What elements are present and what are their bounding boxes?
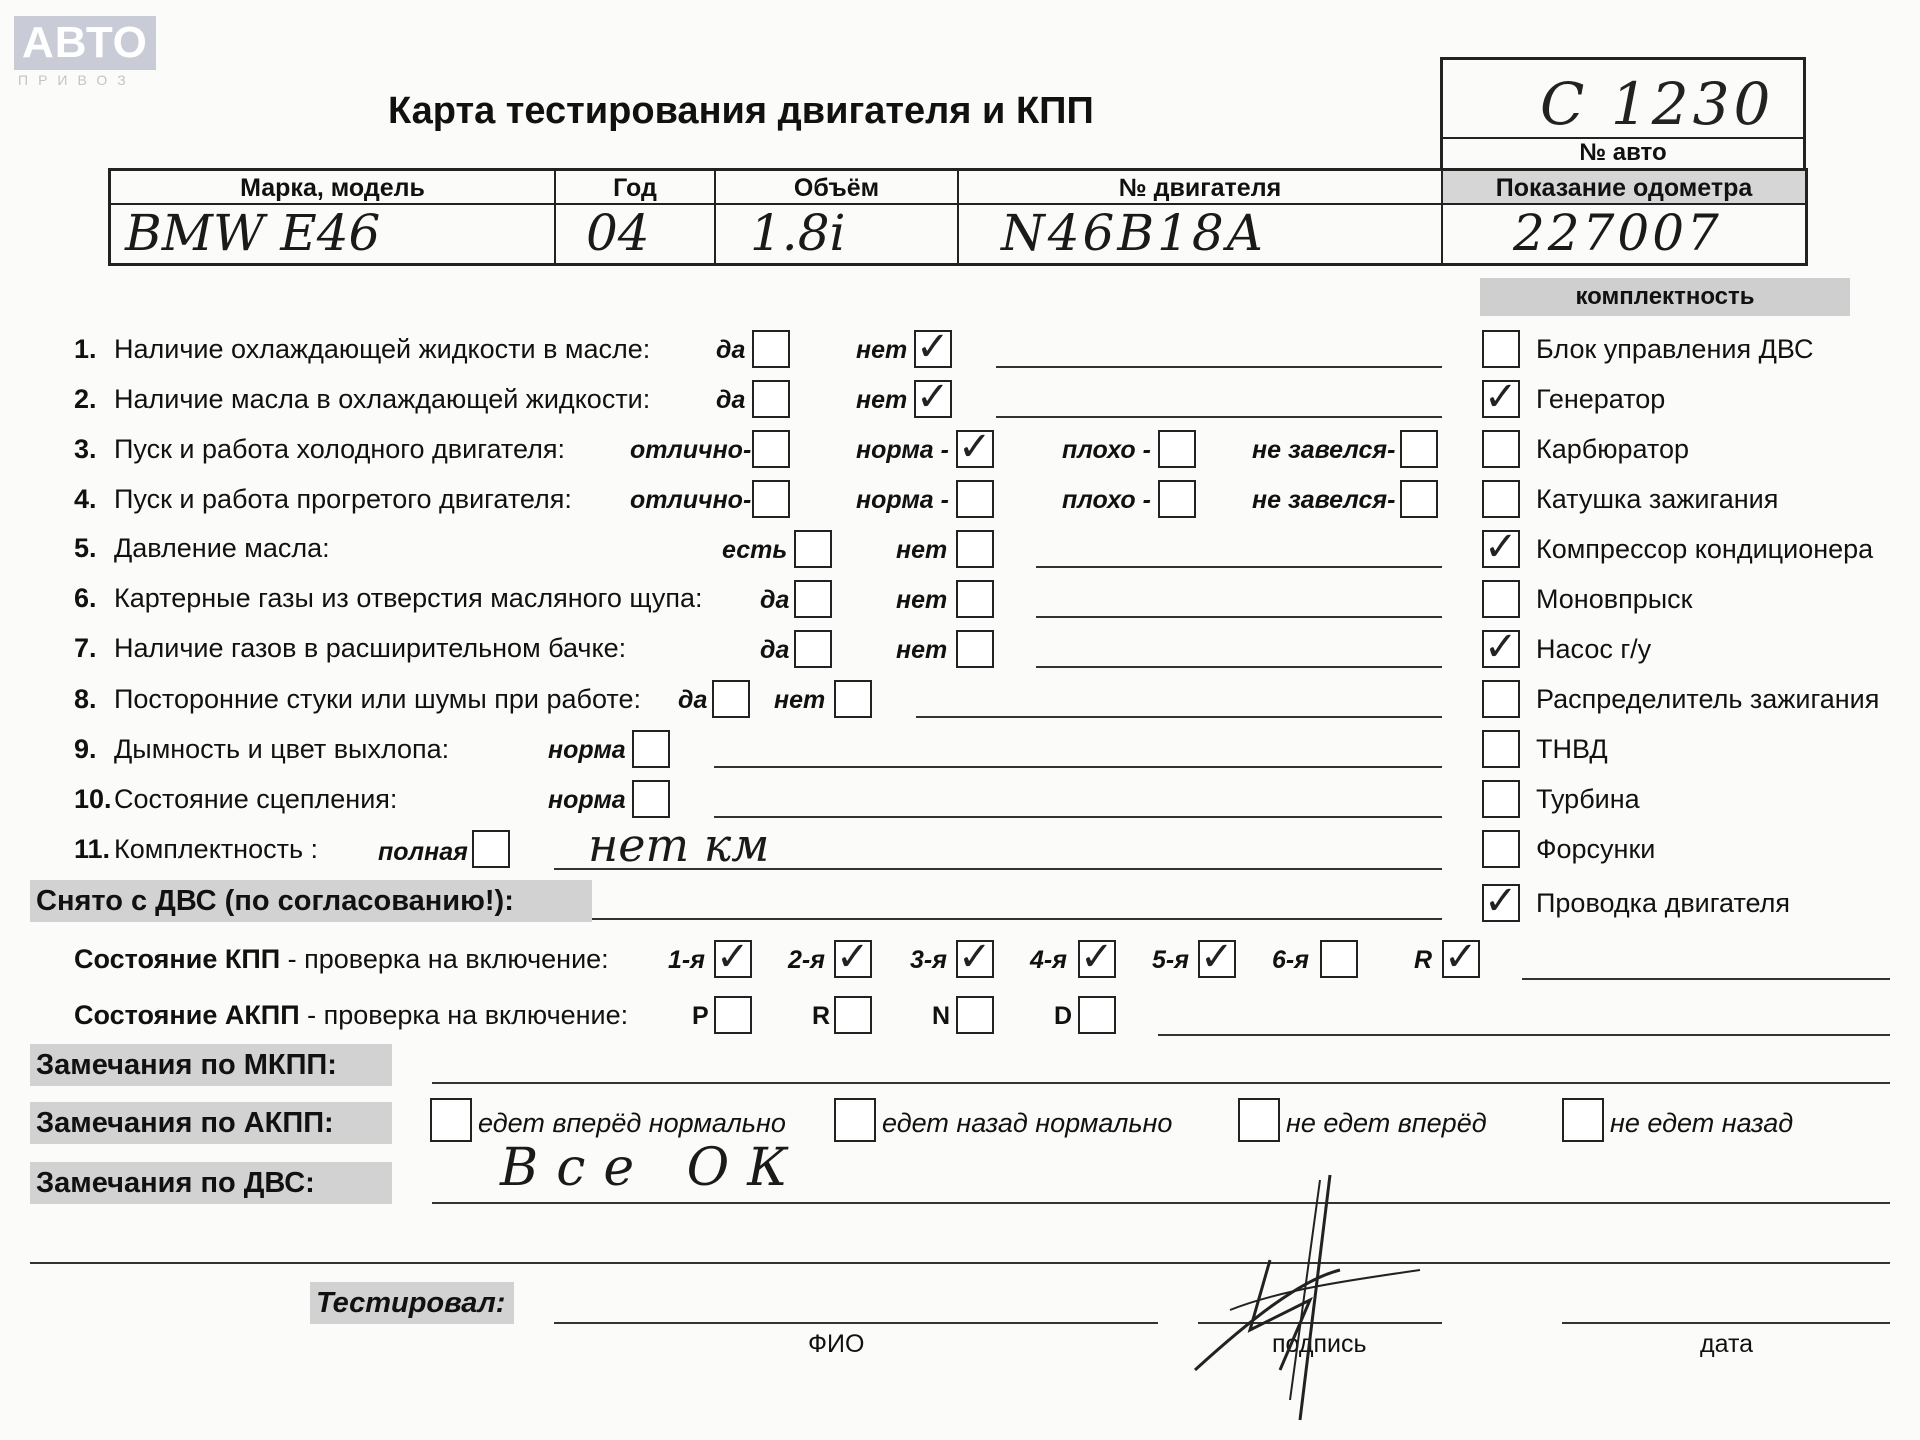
- komplekt-checkbox[interactable]: [1482, 878, 1520, 924]
- q11-handwritten-note: нет км: [588, 818, 770, 872]
- komplekt-checkbox[interactable]: [1482, 680, 1520, 718]
- komplekt-item: [1480, 330, 1900, 380]
- q3-opt-normal-label: норма -: [856, 436, 949, 464]
- akpp-no-forward-label: не едет вперёд: [1286, 1108, 1487, 1138]
- question-9: 9. Дымность и цвет выхлопа:: [74, 734, 450, 764]
- komplekt-item: [1480, 524, 1900, 580]
- q7-remark-line[interactable]: [1036, 666, 1442, 668]
- q6-opt-yes-label: да: [760, 586, 790, 614]
- make-label: Марка, модель: [111, 171, 556, 203]
- komplekt-checkbox[interactable]: [1482, 374, 1520, 420]
- odometer-value: 227007: [1513, 204, 1722, 262]
- check-mark-icon: ✓: [958, 934, 992, 980]
- remarks-dvs-handwritten: Все ОК: [500, 1138, 806, 1198]
- q3-opt-normal-checkbox[interactable]: [956, 424, 994, 470]
- question-11: 11. Комплектность :: [74, 834, 319, 864]
- q4-opt-excellent-label: отлично-: [630, 486, 752, 514]
- komplekt-list: [1480, 330, 1900, 932]
- date-line[interactable]: [1562, 1322, 1890, 1324]
- q4-opt-bad-label: плохо -: [1062, 486, 1151, 514]
- akpp-r-checkbox[interactable]: [834, 996, 872, 1034]
- q8-opt-no-checkbox[interactable]: [834, 680, 872, 718]
- gear-3-label: 3-я: [910, 946, 947, 974]
- komplekt-label: Карбюратор: [1536, 434, 1690, 464]
- check-mark-icon: ✓: [1080, 934, 1114, 980]
- q2-remark-line[interactable]: [996, 416, 1442, 418]
- check-mark-icon: ✓: [1484, 524, 1518, 570]
- komplekt-label: Генератор: [1536, 384, 1666, 414]
- akpp-remark-line[interactable]: [1158, 1034, 1890, 1036]
- q7-opt-yes-label: да: [760, 636, 790, 664]
- q6-opt-yes-checkbox[interactable]: [794, 580, 832, 618]
- check-mark-icon: ✓: [916, 324, 950, 370]
- q5-opt-yes-checkbox[interactable]: [794, 530, 832, 568]
- remarks-mkpp-label: Замечания по МКПП:: [30, 1044, 392, 1086]
- year-label: Год: [556, 171, 716, 203]
- komplekt-item: [1480, 580, 1900, 630]
- akpp-backward-ok-label: едет назад нормально: [882, 1108, 1173, 1138]
- page-title: Карта тестирования двигателя и КПП: [388, 90, 1094, 132]
- check-mark-icon: ✓: [958, 424, 992, 470]
- q11-remark-line[interactable]: [554, 868, 1442, 870]
- question-1: 1. Наличие охлаждающей жидкости в масле:: [74, 334, 651, 364]
- remarks-mkpp-line[interactable]: [432, 1082, 1890, 1084]
- car-number-label: № авто: [1440, 137, 1806, 167]
- q6-opt-no-label: нет: [896, 586, 948, 614]
- q9-opt-normal-checkbox[interactable]: [632, 730, 670, 768]
- komplekt-title: комплектность: [1480, 278, 1850, 316]
- engine-label: № двигателя: [959, 171, 1443, 203]
- komplekt-item: [1480, 878, 1900, 932]
- check-mark-icon: ✓: [1200, 934, 1234, 980]
- komplekt-item: [1480, 374, 1900, 430]
- q1-opt-yes-checkbox[interactable]: [752, 330, 790, 368]
- akpp-p-label: P: [692, 1002, 709, 1030]
- fio-line[interactable]: [554, 1322, 1158, 1324]
- q7-opt-no-checkbox[interactable]: [956, 630, 994, 668]
- question-8: 8. Посторонние стуки или шумы при работе:: [74, 684, 641, 714]
- q4-opt-normal-label: норма -: [856, 486, 949, 514]
- logo-brand: АВТО: [14, 16, 156, 70]
- akpp-forward-ok-label: едет вперёд нормально: [478, 1108, 786, 1138]
- akpp-p-checkbox[interactable]: [714, 996, 752, 1034]
- q7-opt-yes-checkbox[interactable]: [794, 630, 832, 668]
- check-mark-icon: ✓: [916, 374, 950, 420]
- q8-opt-yes-checkbox[interactable]: [712, 680, 750, 718]
- q3-opt-bad-checkbox[interactable]: [1158, 430, 1196, 468]
- question-4: 4. Пуск и работа прогретого двигателя:: [74, 484, 572, 514]
- q4-opt-normal-checkbox[interactable]: [956, 480, 994, 518]
- removed-section-label: Снято с ДВС (по согласованию!):: [30, 880, 592, 922]
- question-6: 6. Картерные газы из отверстия масляного щупа:: [74, 583, 703, 613]
- check-mark-icon: ✓: [716, 934, 750, 980]
- q7-opt-no-label: нет: [896, 636, 948, 664]
- gear-4-checkbox[interactable]: [1078, 934, 1116, 980]
- gear-r-label: R: [1414, 946, 1433, 974]
- q4-opt-nostart-checkbox[interactable]: [1400, 480, 1438, 518]
- remarks-dvs-label: Замечания по ДВС:: [30, 1162, 392, 1204]
- komplekt-label: Насос г/у: [1536, 634, 1652, 664]
- komplekt-checkbox[interactable]: [1482, 430, 1520, 468]
- gear-2-checkbox[interactable]: [834, 934, 872, 980]
- question-3: 3. Пуск и работа холодного двигателя:: [74, 434, 565, 464]
- check-mark-icon: ✓: [1444, 934, 1478, 980]
- question-10: 10.Состояние сцепления:: [74, 784, 398, 814]
- q2-opt-yes-checkbox[interactable]: [752, 380, 790, 418]
- akpp-n-checkbox[interactable]: [956, 996, 994, 1034]
- komplekt-label: Катушка зажигания: [1536, 484, 1779, 514]
- logo-sub: ПРИВОЗ: [18, 72, 136, 88]
- make-value: BMW E46: [111, 203, 556, 263]
- akpp-no-forward-checkbox[interactable]: [1238, 1098, 1280, 1142]
- akpp-r-label: R: [812, 1002, 831, 1030]
- gear-5-label: 5-я: [1152, 946, 1189, 974]
- akpp-d-checkbox[interactable]: [1078, 996, 1116, 1034]
- komplekt-item: [1480, 624, 1900, 680]
- akpp-backward-ok-checkbox[interactable]: [834, 1098, 876, 1142]
- remarks-extra-line[interactable]: [30, 1262, 1890, 1264]
- q3-opt-nostart-checkbox[interactable]: [1400, 430, 1438, 468]
- komplekt-checkbox[interactable]: [1482, 580, 1520, 618]
- question-7: 7. Наличие газов в расширительном бачке:: [74, 633, 627, 663]
- removed-line[interactable]: [592, 918, 1442, 920]
- akpp-forward-ok-checkbox[interactable]: [430, 1098, 472, 1142]
- q3-opt-excellent-checkbox[interactable]: [752, 430, 790, 468]
- q5-opt-no-label: нет: [896, 536, 948, 564]
- komplekt-item: [1480, 830, 1900, 882]
- akpp-d-label: D: [1054, 1002, 1073, 1030]
- gear-4-label: 4-я: [1030, 946, 1067, 974]
- q1-opt-yes-label: да: [716, 336, 746, 364]
- engine-value: N46B18A: [959, 203, 1443, 263]
- year-value: 04: [556, 203, 716, 263]
- gear-2-label: 2-я: [788, 946, 825, 974]
- akpp-label: Состояние АКПП - проверка на включение:: [74, 1000, 629, 1030]
- komplekt-label: Проводка двигателя: [1536, 888, 1790, 918]
- q2-opt-no-label: нет: [856, 386, 908, 414]
- q9-remark-line[interactable]: [714, 766, 1442, 768]
- komplekt-checkbox[interactable]: [1482, 624, 1520, 670]
- q1-opt-no-checkbox[interactable]: [914, 324, 952, 370]
- q11-opt-full-label: полная: [378, 838, 468, 866]
- komplekt-checkbox[interactable]: [1482, 730, 1520, 768]
- komplekt-checkbox[interactable]: [1482, 830, 1520, 868]
- akpp-no-backward-label: не едет назад: [1610, 1108, 1794, 1138]
- check-mark-icon: ✓: [1484, 624, 1518, 670]
- remarks-akpp-label: Замечания по АКПП:: [30, 1102, 392, 1144]
- odometer-label: Показание одометра: [1443, 171, 1805, 203]
- q5-remark-line[interactable]: [1036, 566, 1442, 568]
- volume-label: Объём: [716, 171, 959, 203]
- gear-3-checkbox[interactable]: [956, 934, 994, 980]
- q3-opt-nostart-label: не завелся-: [1252, 436, 1396, 464]
- tested-by-label: Тестировал:: [310, 1282, 514, 1324]
- q1-opt-no-label: нет: [856, 336, 908, 364]
- fio-label: ФИО: [808, 1330, 865, 1358]
- q6-opt-no-checkbox[interactable]: [956, 580, 994, 618]
- komplekt-label: Блок управления ДВС: [1536, 334, 1814, 364]
- q11-opt-full-checkbox[interactable]: [472, 830, 510, 868]
- komplekt-item: [1480, 430, 1900, 480]
- komplekt-label: Распределитель зажигания: [1536, 684, 1880, 714]
- vehicle-header-table: [108, 168, 1808, 266]
- komplekt-checkbox[interactable]: [1482, 480, 1520, 518]
- q4-opt-nostart-label: не завелся-: [1252, 486, 1396, 514]
- q4-opt-bad-checkbox[interactable]: [1158, 480, 1196, 518]
- q8-remark-line[interactable]: [916, 716, 1442, 718]
- check-mark-icon: ✓: [836, 934, 870, 980]
- gear-6-checkbox[interactable]: [1320, 940, 1358, 978]
- komplekt-checkbox[interactable]: [1482, 524, 1520, 570]
- question-2: 2. Наличие масла в охлаждающей жидкости:: [74, 384, 651, 414]
- komplekt-checkbox[interactable]: [1482, 330, 1520, 368]
- q10-opt-normal-checkbox[interactable]: [632, 780, 670, 818]
- date-label: дата: [1700, 1330, 1754, 1358]
- q8-opt-no-label: нет: [774, 686, 826, 714]
- gear-5-checkbox[interactable]: [1198, 934, 1236, 980]
- komplekt-label: Турбина: [1536, 784, 1640, 814]
- q2-opt-no-checkbox[interactable]: [914, 374, 952, 420]
- logo: [14, 16, 156, 88]
- kpp-remark-line[interactable]: [1522, 978, 1890, 980]
- komplekt-item: [1480, 480, 1900, 530]
- q4-opt-excellent-checkbox[interactable]: [752, 480, 790, 518]
- check-mark-icon: ✓: [1484, 878, 1518, 924]
- komplekt-item: [1480, 680, 1900, 730]
- komplekt-checkbox[interactable]: [1482, 780, 1520, 818]
- gear-1-checkbox[interactable]: [714, 934, 752, 980]
- signature-label: подпись: [1272, 1330, 1367, 1358]
- q10-opt-normal-label: норма: [548, 786, 626, 814]
- gear-1-label: 1-я: [668, 946, 705, 974]
- komplekt-label: Компрессор кондиционера: [1536, 534, 1874, 564]
- q5-opt-yes-label: есть: [722, 536, 788, 564]
- handwritten-signature: [1190, 1170, 1430, 1440]
- q3-opt-excellent-label: отлично-: [630, 436, 752, 464]
- akpp-no-backward-checkbox[interactable]: [1562, 1098, 1604, 1142]
- car-number-value: C 1230: [1540, 70, 1775, 138]
- q5-opt-no-checkbox[interactable]: [956, 530, 994, 568]
- q1-remark-line[interactable]: [996, 366, 1442, 368]
- akpp-n-label: N: [932, 1002, 951, 1030]
- q6-remark-line[interactable]: [1036, 616, 1442, 618]
- kpp-label: Состояние КПП - проверка на включение:: [74, 944, 609, 974]
- q10-remark-line[interactable]: [714, 816, 1442, 818]
- komplekt-item: [1480, 780, 1900, 830]
- q3-opt-bad-label: плохо -: [1062, 436, 1151, 464]
- gear-6-label: 6-я: [1272, 946, 1309, 974]
- komplekt-label: Моновпрыск: [1536, 584, 1693, 614]
- volume-value: 1.8i: [716, 203, 959, 263]
- check-mark-icon: ✓: [1484, 374, 1518, 420]
- komplekt-label: Форсунки: [1536, 834, 1656, 864]
- komplekt-item: [1480, 730, 1900, 780]
- q2-opt-yes-label: да: [716, 386, 746, 414]
- komplekt-label: ТНВД: [1536, 734, 1608, 764]
- question-5: 5. Давление масла:: [74, 533, 330, 563]
- gear-r-checkbox[interactable]: [1442, 934, 1480, 980]
- q8-opt-yes-label: да: [678, 686, 708, 714]
- remarks-dvs-line[interactable]: [432, 1202, 1890, 1204]
- q9-opt-normal-label: норма: [548, 736, 626, 764]
